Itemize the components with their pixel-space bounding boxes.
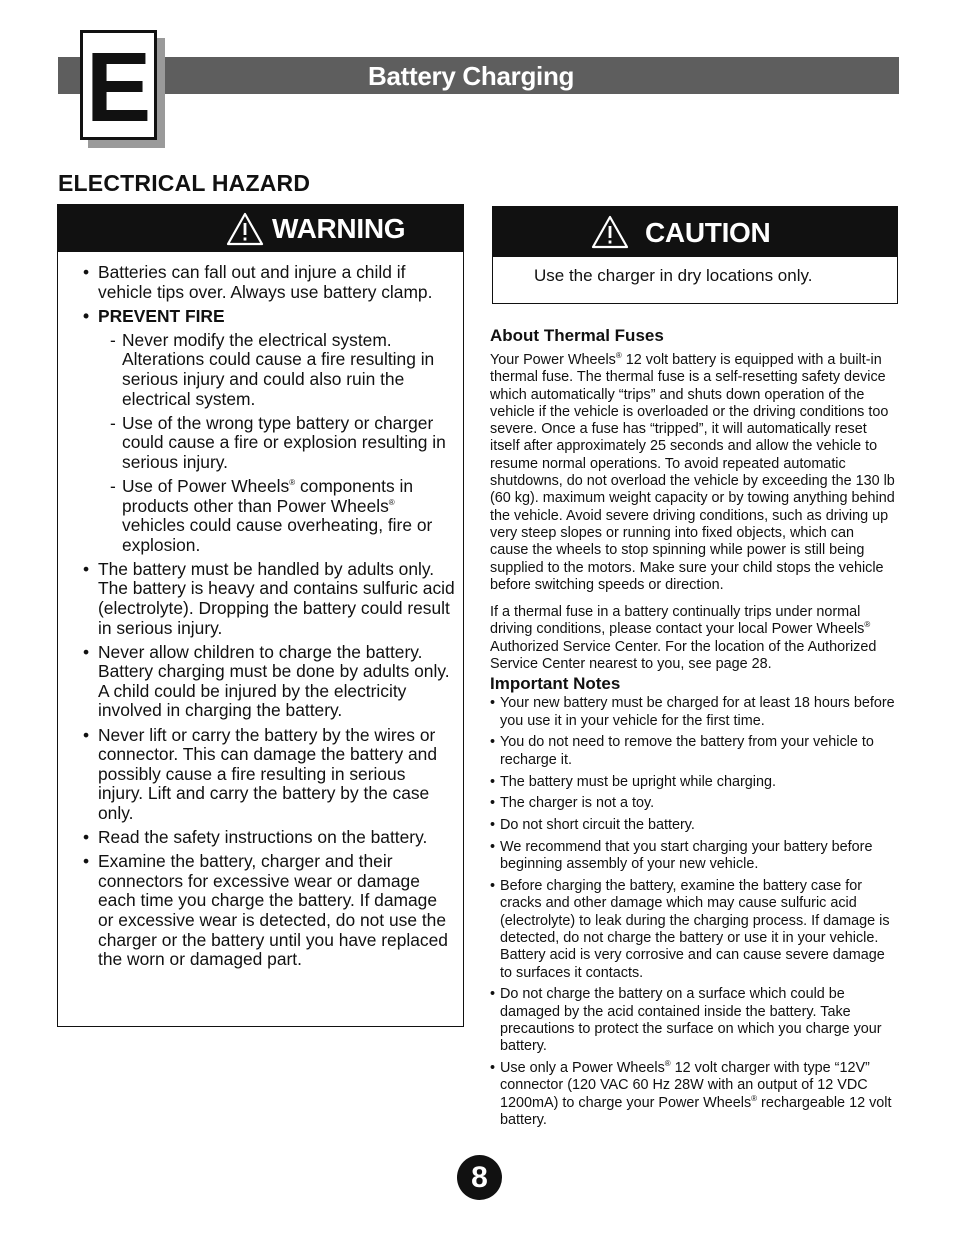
warning-item: • The battery must be handled by adults only. The battery is heavy and contains sulfuric acid (electrolyte). Dropping the battery could result in serious injury. — [83, 560, 455, 638]
registered-mark: ® — [664, 1059, 671, 1069]
note-item: • Do not charge the battery on a surface which could be damaged by the acid contained inside the battery. Take precautions to protect the surface on which you charge your battery. — [490, 986, 896, 1055]
caution-text: Use the charger in dry locations only. — [534, 266, 813, 285]
warning-label: WARNING — [272, 213, 406, 244]
right-column — [490, 326, 896, 1134]
note-item: • Use only a Power Wheels® 12 volt charger with type “12V” connector (120 VAC 60 Hz 28W with an output of 12 VDC 1200mA) to charge your Power Wheels® rechargeable 12 volt battery. — [490, 1060, 896, 1129]
note-item: • You do not need to remove the battery from your vehicle to recharge it. — [490, 734, 896, 769]
fire-subitem: - Never modify the electrical system. Alterations could cause a fire resulting in serious injury and could also ruin the electrical system. — [110, 329, 435, 409]
note-item: • We recommend that you start charging your battery before beginning assembly of your new vehicle. — [490, 839, 896, 874]
warning-item: • Never lift or carry the battery by the wires or connector. This can damage the battery and possibly cause a fire resulting in serious injury. Lift and carry the battery by the case only. — [83, 726, 455, 824]
fire-subitem-text: Use of Power Wheels® components in products other than Power Wheels® vehicles could cause overheating, fire or explosion. — [122, 475, 433, 555]
note-item: • Your new battery must be charged for at least 18 hours before you use it in your vehicle for the first time. — [490, 695, 896, 730]
fire-subitem-text: Never modify the electrical system. Alterations could cause a fire resulting in serious injury and could also ruin the electrical system. — [122, 329, 435, 409]
fire-subitem: - Use of the wrong type battery or charger could cause a fire or explosion resulting in serious injury. — [110, 412, 446, 472]
warning-header — [58, 205, 463, 252]
warning-item-prevent-fire: • PREVENT FIRE — [83, 307, 455, 327]
hazard-heading: ELECTRICAL HAZARD — [58, 170, 311, 196]
thermal-heading: About Thermal Fuses — [490, 326, 664, 345]
caution-box — [492, 206, 898, 304]
section-tab — [80, 30, 157, 140]
note-item: • The charger is not a toy. — [490, 795, 896, 812]
warning-item: • Batteries can fall out and injure a child if vehicle tips over. Always use battery clamp. — [83, 263, 455, 302]
note-item: • Before charging the battery, examine the battery case for cracks and other damage which may cause sulfuric acid (electrolyte) to leak during the charging process. If damage is detected, do not charge the battery or use it in your vehicle. Battery acid is very corrosive and can cause severe damage to surfaces it contacts. — [490, 878, 896, 982]
notes-heading: Important Notes — [490, 674, 621, 694]
note-item: • The battery must be upright while charging. — [490, 774, 896, 791]
section-title: Battery Charging — [368, 61, 575, 91]
registered-mark: ® — [751, 1093, 758, 1103]
registered-mark: ® — [615, 351, 622, 361]
fire-subitem-text: Use of the wrong type battery or charger could cause a fire or explosion resulting in serious injury. — [122, 412, 446, 472]
warning-triangle-icon — [226, 212, 264, 246]
section-letter: E — [85, 32, 152, 142]
caution-header — [493, 207, 897, 257]
registered-mark: ® — [388, 497, 395, 507]
page-number: 8 — [457, 1155, 502, 1200]
warning-item: • Read the safety instructions on the battery. — [83, 828, 455, 848]
warning-box — [57, 204, 464, 1027]
caution-label: CAUTION — [645, 217, 771, 248]
warning-item: • Examine the battery, charger and their connectors for excessive wear or damage each time you charge the battery. If damage or excessive wear is detected, do not use the charger or the battery until you have replaced the worn or damaged part. — [83, 852, 455, 970]
thermal-paragraph: Your Power Wheels® 12 volt battery is equipped with a built-in thermal fuse. The thermal fuse is a self-resetting safety device which automatically “trips” and shuts down operation of the vehicle if the vehicle is overloaded or the driving conditions too severe. Once a fuse has “tripped”, it will automatically reset itself after approximately 25 seconds and allow the vehicle to resume normal operations. To avoid repeated automatic shutdowns, do not overload the vehicle by exceeding the 130 lb (60 kg). maximum weight capacity or by towing anything behind the vehicle. Avoid severe driving conditions, such as driving up very steep slopes or running into fixed objects, which can cause the wheels to stop spinning while power is still being supplied to the motors. Make sure your child stops the vehicle before switching speeds or direction. — [490, 351, 895, 593]
registered-mark: ® — [289, 478, 296, 488]
warning-triangle-icon — [591, 215, 629, 249]
warning-list — [83, 263, 455, 974]
fire-subitem: - Use of Power Wheels® components in products other than Power Wheels® vehicles could cause overheating, fire or explosion. — [110, 475, 433, 555]
thermal-paragraph: If a thermal fuse in a battery continually trips under normal driving conditions, please contact your local Power Wheels® Authorized Service Center. For the location of the Authorized Service Center nearest to you, see page 28. — [490, 604, 877, 673]
registered-mark: ® — [864, 620, 871, 630]
warning-item: • Never allow children to charge the battery. Battery charging must be done by adults only. A child could be injured by the electricity involved in charging the battery. — [83, 643, 455, 721]
note-item: • Do not short circuit the battery. — [490, 817, 896, 834]
